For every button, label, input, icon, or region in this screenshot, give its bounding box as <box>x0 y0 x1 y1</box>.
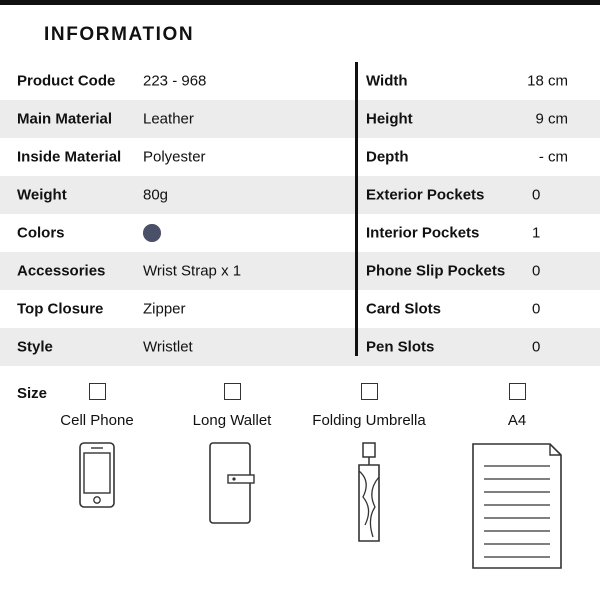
spec-value-depth: - cm <box>538 148 568 166</box>
top-bar <box>0 0 600 5</box>
spec-label-interior-pockets: Interior Pockets <box>366 224 480 242</box>
size-option-label: Folding Umbrella <box>312 412 426 429</box>
a4-paper-icon <box>470 441 564 571</box>
size-option-cell-phone <box>22 383 172 511</box>
spec-value-pen-slots: 0 <box>532 338 541 356</box>
spec-value-card-slots: 0 <box>532 300 541 318</box>
spec-table <box>0 62 600 366</box>
size-checkbox-folding-umbrella[interactable] <box>361 383 378 400</box>
spec-value-phone-slip-pockets: 0 <box>532 262 541 280</box>
folding-umbrella-icon <box>349 441 389 545</box>
spec-label-phone-slip-pockets: Phone Slip Pockets <box>366 262 506 280</box>
spec-value-width: 18 cm <box>527 72 568 90</box>
size-option-long-wallet <box>157 383 307 527</box>
spec-value-exterior-pockets: 0 <box>532 186 541 204</box>
spec-label-height: Height <box>366 110 413 128</box>
page-title: INFORMATION <box>44 24 195 45</box>
size-option-label: Cell Phone <box>60 412 134 429</box>
spec-value-weight: 80g <box>143 186 169 204</box>
long-wallet-icon <box>206 441 258 527</box>
spec-label-style: Style <box>17 338 53 356</box>
spec-row <box>0 176 600 214</box>
spec-row <box>0 252 600 290</box>
spec-label-main-material: Main Material <box>17 110 113 128</box>
size-option-label: A4 <box>507 412 527 429</box>
size-option-label: Long Wallet <box>192 412 272 429</box>
size-option-folding-umbrella <box>294 383 444 545</box>
spec-label-width: Width <box>366 72 408 90</box>
spec-label-pen-slots: Pen Slots <box>366 338 435 356</box>
spec-label-top-closure: Top Closure <box>17 300 104 318</box>
spec-label-card-slots: Card Slots <box>366 300 442 318</box>
column-divider <box>355 62 358 356</box>
size-label: Size <box>17 385 48 402</box>
spec-row <box>0 62 600 100</box>
spec-row <box>0 328 600 366</box>
spec-label-colors: Colors <box>17 224 65 242</box>
spec-row <box>0 100 600 138</box>
size-checkbox-a4[interactable] <box>509 383 526 400</box>
cell-phone-icon <box>77 441 117 511</box>
size-option-a4 <box>442 383 592 571</box>
spec-label-accessories: Accessories <box>17 262 106 280</box>
spec-label-depth: Depth <box>366 148 409 166</box>
spec-value-accessories: Wrist Strap x 1 <box>143 262 242 280</box>
spec-label-weight: Weight <box>17 186 67 204</box>
spec-label-inside-material: Inside Material <box>17 148 122 166</box>
spec-row <box>0 214 600 252</box>
spec-value-height: 9 cm <box>535 110 568 128</box>
spec-value-main-material: Leather <box>143 110 194 128</box>
spec-value-top-closure: Zipper <box>143 300 186 318</box>
spec-value-product-code: 223 - 968 <box>143 72 207 90</box>
spec-value-style: Wristlet <box>143 338 193 356</box>
spec-label-exterior-pockets: Exterior Pockets <box>366 186 485 204</box>
spec-label-product-code: Product Code <box>17 72 116 90</box>
size-checkbox-long-wallet[interactable] <box>224 383 241 400</box>
size-checkbox-cell-phone[interactable] <box>89 383 106 400</box>
color-swatch <box>143 224 161 242</box>
spec-value-interior-pockets: 1 <box>532 224 541 242</box>
spec-value-inside-material: Polyester <box>143 148 206 166</box>
spec-row <box>0 290 600 328</box>
spec-row <box>0 138 600 176</box>
